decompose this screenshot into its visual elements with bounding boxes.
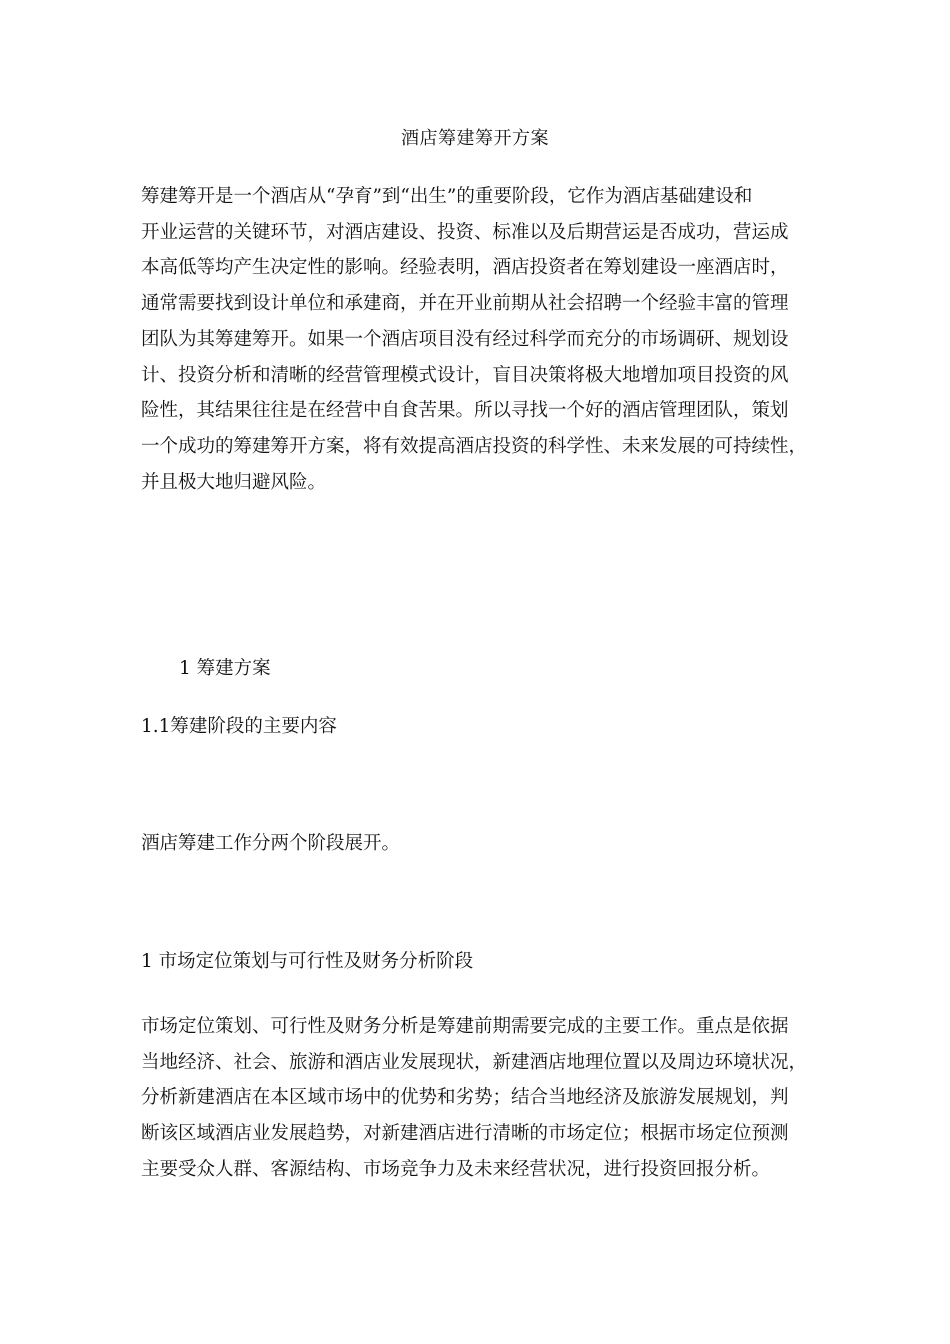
section-heading: 1 筹建方案 <box>179 658 271 679</box>
intro-line: 一个成功的筹建筹开方案，将有效提高酒店投资的科学性、未来发展的可持续性， <box>141 435 808 457</box>
subsection-heading: 1.1筹建阶段的主要内容 <box>141 716 337 737</box>
intro-line: 筹建筹开是一个酒店从“孕育”到“出生”的重要阶段，它作为酒店基础建设和 <box>141 186 753 207</box>
stage1-line: 市场定位策划、可行性及财务分析是筹建前期需要完成的主要工作。重点是依据 <box>141 1016 789 1037</box>
stage1-line: 当地经济、社会、旅游和酒店业发展现状，新建酒店地理位置以及周边环境状况， <box>141 1051 808 1073</box>
intro-line: 险性，其结果往往是在经营中自食苦果。所以寻找一个好的酒店管理团队，策划 <box>141 400 789 422</box>
stage1-line: 主要受众人群、客源结构、市场竞争力及未来经营状况，进行投资回报分析。 <box>141 1158 771 1180</box>
intro-line: 计、投资分析和清晰的经营管理模式设计，盲目决策将极大地增加项目投资的风 <box>141 364 789 386</box>
stage1-line: 断该区域酒店业发展趋势，对新建酒店进行清晰的市场定位；根据市场定位预测 <box>141 1123 789 1145</box>
intro-line: 本高低等均产生决定性的影响。经验表明，酒店投资者在筹划建设一座酒店时， <box>141 257 789 279</box>
stage1-heading: 1 市场定位策划与可行性及财务分析阶段 <box>141 951 474 972</box>
intro-line: 开业运营的关键环节，对酒店建设、投资、标准以及后期营运是否成功，营运成 <box>141 221 789 243</box>
intro-line: 团队为其筹建筹开。如果一个酒店项目没有经过科学而充分的市场调研、规划设 <box>141 328 789 350</box>
intro-paragraph <box>141 179 831 500</box>
document-title: 酒店筹建筹开方案 <box>401 128 549 149</box>
intro-line: 并且极大地归避风险。 <box>141 471 327 493</box>
stage1-line: 分析新建酒店在本区域市场中的优势和劣势；结合当地经济及旅游发展规划，判 <box>141 1087 789 1109</box>
stage1-paragraph <box>141 1009 831 1188</box>
stage-sentence: 酒店筹建工作分两个阶段展开。 <box>141 833 401 854</box>
intro-line: 通常需要找到设计单位和承建商，并在开业前期从社会招聘一个经验丰富的管理 <box>141 293 789 315</box>
